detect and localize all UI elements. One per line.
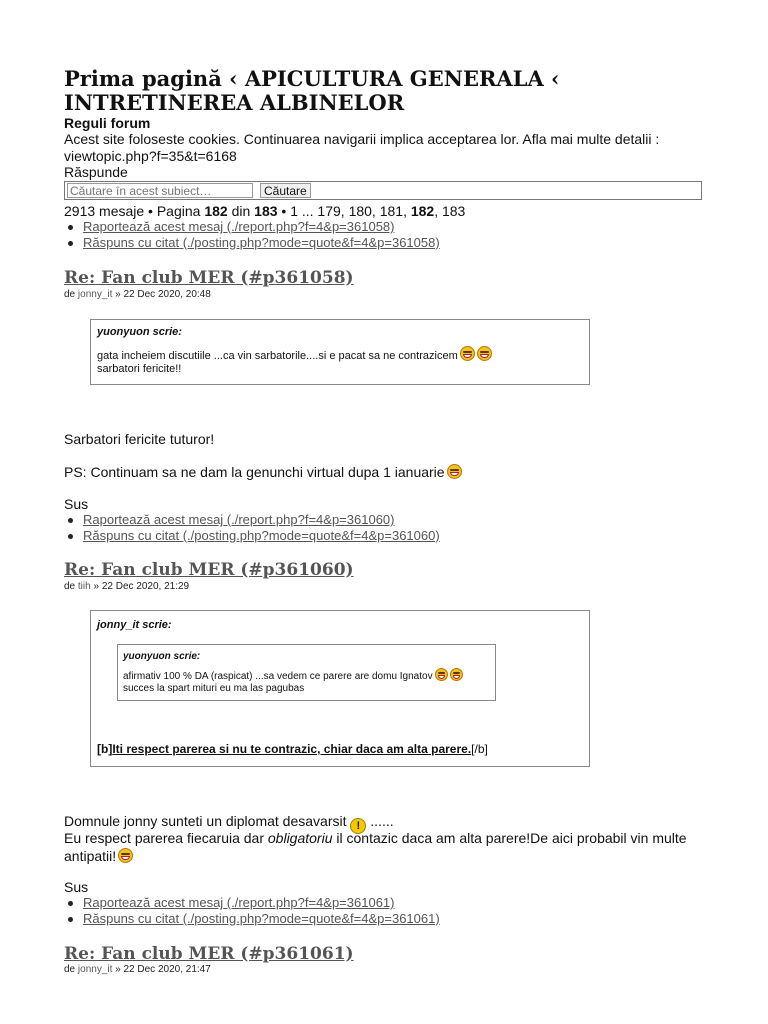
quote-bold-text-a: Iti respect parerea si nu te contrazic xyxy=(112,742,318,756)
post-author[interactable]: tiih xyxy=(77,581,91,592)
page-links[interactable]: • 1 ... 179, 180, 181, xyxy=(277,203,411,219)
quote-block xyxy=(90,610,590,767)
top-actions xyxy=(64,219,440,251)
report-post-link[interactable] xyxy=(64,895,440,911)
grin-smiley-icon xyxy=(447,464,462,479)
quote-text-2: sarbatori fericite!! xyxy=(97,363,182,375)
grin-smiley-icon xyxy=(450,668,463,681)
current-page: 182 xyxy=(204,203,228,219)
post-by: de xyxy=(64,289,78,300)
pagination-of: din xyxy=(227,203,255,219)
back-to-top-link[interactable]: Sus xyxy=(64,879,89,895)
post-meta xyxy=(64,289,211,301)
quote-label[interactable]: Răspuns cu citat xyxy=(83,528,180,543)
grin-smiley-icon xyxy=(477,346,492,361)
quote-href[interactable]: (./posting.php?mode=quote&f=4&p=361060) xyxy=(179,528,440,543)
post-body-text: Domnule jonny sunteti un diplomat desavarsit xyxy=(64,813,351,829)
report-label[interactable]: Raportează acest mesaj xyxy=(83,219,224,234)
quote-reply-link[interactable] xyxy=(64,911,440,927)
cookie-notice: Acest site foloseste cookies. Continuarea navigarii implica acceptarea lor. Afla mai multe detalii : xyxy=(64,131,660,147)
post-by: de xyxy=(64,581,78,592)
quote-reply-link[interactable] xyxy=(64,528,440,544)
post-actions xyxy=(64,895,440,927)
topic-search-form xyxy=(64,181,702,200)
post-body-text: il contazic daca am alta parere!De aici probabil vin multe xyxy=(332,830,687,846)
post-title-text[interactable]: Re: Fan club MER xyxy=(64,268,235,288)
post-meta xyxy=(64,964,211,976)
quote-reply-link[interactable] xyxy=(64,235,440,251)
grin-smiley-icon xyxy=(118,848,133,863)
post-title[interactable] xyxy=(64,268,354,288)
quote-author: yuonyuon scrie: xyxy=(97,326,182,338)
report-label[interactable]: Raportează acest mesaj xyxy=(83,895,224,910)
last-page-link[interactable]: , 183 xyxy=(434,203,466,219)
post-title[interactable] xyxy=(64,560,354,580)
report-post-link[interactable] xyxy=(64,219,440,235)
post-body-line xyxy=(64,464,462,480)
post-anchor[interactable]: (#p361061) xyxy=(234,944,354,964)
post-date: » 22 Dec 2020, 21:47 xyxy=(112,964,211,975)
quote-href[interactable]: (./posting.php?mode=quote&f=4&p=361061) xyxy=(179,911,440,926)
report-post-link[interactable] xyxy=(64,512,440,528)
post-meta xyxy=(64,581,189,593)
post-by: de xyxy=(64,964,78,975)
post-body-italic: obligatoriu xyxy=(267,830,333,846)
topic-search-button[interactable]: Căutare xyxy=(260,183,311,198)
exclamation-smiley-icon: ! xyxy=(350,818,366,834)
back-to-top-link[interactable]: Sus xyxy=(64,496,89,512)
post-author[interactable]: jonny_it xyxy=(77,289,113,300)
post-anchor[interactable]: (#p361060) xyxy=(234,560,354,580)
report-label[interactable]: Raportează acest mesaj xyxy=(83,512,224,527)
quote-href[interactable]: (./posting.php?mode=quote&f=4&p=361058) xyxy=(179,235,440,250)
post-title-text[interactable]: Re: Fan club MER xyxy=(64,944,235,964)
report-href[interactable]: (./report.php?f=4&p=361060) xyxy=(223,512,395,527)
grin-smiley-icon xyxy=(460,346,475,361)
post-anchor[interactable]: (#p361058) xyxy=(234,268,354,288)
report-href[interactable]: (./report.php?f=4&p=361061) xyxy=(223,895,395,910)
pagination xyxy=(64,203,465,219)
total-pages: 183 xyxy=(254,203,278,219)
post-body-text: antipatii! xyxy=(64,848,117,864)
nested-quote-block xyxy=(117,644,496,701)
post-title-text[interactable]: Re: Fan club MER xyxy=(64,560,235,580)
cookie-details-link[interactable]: viewtopic.php?f=35&t=6168 xyxy=(64,148,237,164)
quote-block xyxy=(90,319,590,385)
grin-smiley-icon xyxy=(435,668,448,681)
nested-quote-text-1: afirmativ 100 % DA (raspicat) ...sa vedem ce parere are domu Ignatov xyxy=(123,671,433,682)
reply-link[interactable]: Răspunde xyxy=(64,164,128,180)
breadcrumb[interactable]: Prima pagină ‹ APICULTURA GENERALA ‹ INTRETINEREA ALBINELOR xyxy=(64,66,560,115)
post-body-line: Sarbatori fericite tuturor! xyxy=(64,431,215,447)
quote-bold-line xyxy=(97,743,488,756)
nested-quote-author: yuonyuon scrie: xyxy=(123,651,201,662)
post-title[interactable] xyxy=(64,944,354,964)
post-count: 2913 mesaje • Pagina xyxy=(64,203,205,219)
post-body-text: ...... xyxy=(366,813,394,829)
quote-label[interactable]: Răspuns cu citat xyxy=(83,235,180,250)
quote-text-1: gata incheiem discutiile ...ca vin sarbatorile....si e pacat sa ne contrazicem xyxy=(97,350,458,362)
nested-quote-line xyxy=(123,668,463,683)
topic-search-input[interactable] xyxy=(67,183,253,198)
post-date: » 22 Dec 2020, 21:29 xyxy=(90,581,190,592)
post-author[interactable]: jonny_it xyxy=(77,964,113,975)
post-body-line xyxy=(64,830,687,846)
post-body-text: PS: Continuam sa ne dam la genunchi virtual dupa 1 ianuarie xyxy=(64,464,445,480)
post-actions xyxy=(64,512,440,544)
current-page-marker: 182 xyxy=(410,203,435,219)
nested-quote-text-2: succes la spart mituri eu ma las pagubas xyxy=(123,683,305,694)
report-href[interactable]: (./report.php?f=4&p=361058) xyxy=(223,219,395,234)
post-date: » 22 Dec 2020, 20:48 xyxy=(112,289,211,300)
rules-link[interactable]: Reguli forum xyxy=(64,115,151,131)
bbcode-open-tag: [b] xyxy=(97,742,113,756)
bbcode-close-tag: [/b] xyxy=(471,742,488,756)
post-body-text: Eu respect parerea fiecaruia dar xyxy=(64,830,268,846)
post-body-line xyxy=(64,848,133,864)
quote-label[interactable]: Răspuns cu citat xyxy=(83,911,180,926)
quote-author: jonny_it scrie: xyxy=(97,619,172,631)
quote-line xyxy=(97,346,492,363)
quote-bold-text-b: , chiar daca am alta parere. xyxy=(317,742,472,756)
